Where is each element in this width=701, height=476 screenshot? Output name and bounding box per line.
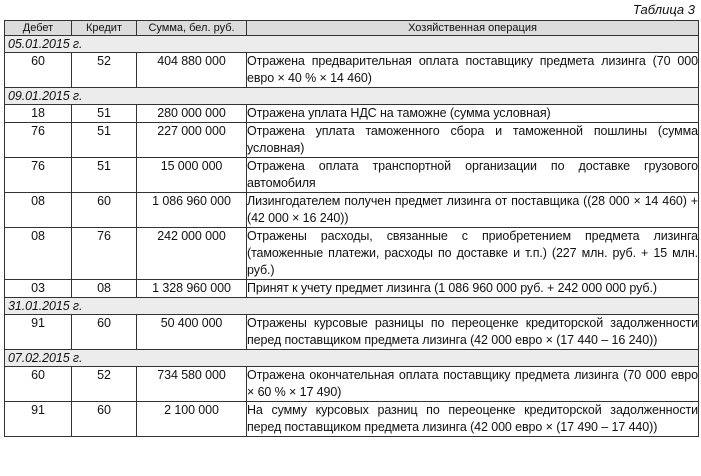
sum-cell: 2 100 000	[137, 402, 247, 437]
header-operation: Хозяйственная операция	[247, 21, 699, 36]
sum-cell: 280 000 000	[137, 105, 247, 123]
sum-cell: 404 880 000	[137, 53, 247, 88]
operation-cell: Отражена уплата НДС на таможне (сумма условная)	[247, 105, 699, 123]
operation-cell: Отражены расходы, связанные с приобретением предмета лизинга (таможенные платежи, расходы по доставке и т.п.) (227 млн. руб. + 15 млн. руб.)	[247, 228, 699, 280]
credit-cell: 60	[72, 193, 137, 228]
debit-cell: 03	[5, 280, 72, 298]
table-row	[5, 158, 699, 193]
header-debit: Дебет	[5, 21, 72, 36]
operation-cell: Отражена окончательная оплата поставщику предмета лизинга (70 000 евро × 60 % × 17 490)	[247, 367, 699, 402]
date-row	[5, 88, 699, 105]
operation-cell: Принят к учету предмет лизинга (1 086 960 000 руб. + 242 000 000 руб.)	[247, 280, 699, 298]
date-row	[5, 36, 699, 53]
debit-cell: 60	[5, 53, 72, 88]
date-row	[5, 298, 699, 315]
credit-cell: 60	[72, 402, 137, 437]
credit-cell: 51	[72, 158, 137, 193]
sum-cell: 15 000 000	[137, 158, 247, 193]
table-row	[5, 193, 699, 228]
sum-cell: 734 580 000	[137, 367, 247, 402]
table-row	[5, 315, 699, 350]
sum-cell: 1 328 960 000	[137, 280, 247, 298]
operation-cell: Отражены курсовые разницы по переоценке кредиторской задолженности перед поставщиком предмета лизинга (42 000 евро × (17 440 – 16 240))	[247, 315, 699, 350]
debit-cell: 76	[5, 158, 72, 193]
sum-cell: 242 000 000	[137, 228, 247, 280]
debit-cell: 18	[5, 105, 72, 123]
table-row	[5, 402, 699, 437]
credit-cell: 51	[72, 123, 137, 158]
table-row	[5, 123, 699, 158]
table-row	[5, 280, 699, 298]
table-row	[5, 105, 699, 123]
operation-cell: Отражена предварительная оплата поставщику предмета лизинга (70 000 евро × 40 % × 14 460)	[247, 53, 699, 88]
date-cell: 07.02.2015 г.	[5, 350, 699, 367]
operation-cell: Отражена оплата транспортной организации по доставке грузового автомобиля	[247, 158, 699, 193]
header-credit: Кредит	[72, 21, 137, 36]
table-row	[5, 53, 699, 88]
credit-cell: 60	[72, 315, 137, 350]
credit-cell: 08	[72, 280, 137, 298]
operation-cell: На сумму курсовых разниц по переоценке кредиторской задолженности перед поставщиком предмета лизинга (42 000 евро × (17 490 – 17 440))	[247, 402, 699, 437]
credit-cell: 51	[72, 105, 137, 123]
credit-cell: 52	[72, 53, 137, 88]
sum-cell: 50 400 000	[137, 315, 247, 350]
header-sum: Сумма, бел. руб.	[137, 21, 247, 36]
sum-cell: 1 086 960 000	[137, 193, 247, 228]
operation-cell: Отражена уплата таможенного сбора и таможенной пошлины (сумма условная)	[247, 123, 699, 158]
operation-cell: Лизингодателем получен предмет лизинга от поставщика ((28 000 × 14 460) + (42 000 × 16 240))	[247, 193, 699, 228]
sum-cell: 227 000 000	[137, 123, 247, 158]
date-row	[5, 350, 699, 367]
debit-cell: 91	[5, 402, 72, 437]
debit-cell: 08	[5, 228, 72, 280]
date-cell: 05.01.2015 г.	[5, 36, 699, 53]
table-row	[5, 228, 699, 280]
table-caption: Таблица 3	[632, 2, 695, 17]
credit-cell: 76	[72, 228, 137, 280]
credit-cell: 52	[72, 367, 137, 402]
debit-cell: 08	[5, 193, 72, 228]
debit-cell: 60	[5, 367, 72, 402]
table-row	[5, 367, 699, 402]
debit-cell: 76	[5, 123, 72, 158]
debit-cell: 91	[5, 315, 72, 350]
operations-table	[4, 20, 699, 437]
date-cell: 09.01.2015 г.	[5, 88, 699, 105]
date-cell: 31.01.2015 г.	[5, 298, 699, 315]
table-header-row	[5, 21, 699, 36]
